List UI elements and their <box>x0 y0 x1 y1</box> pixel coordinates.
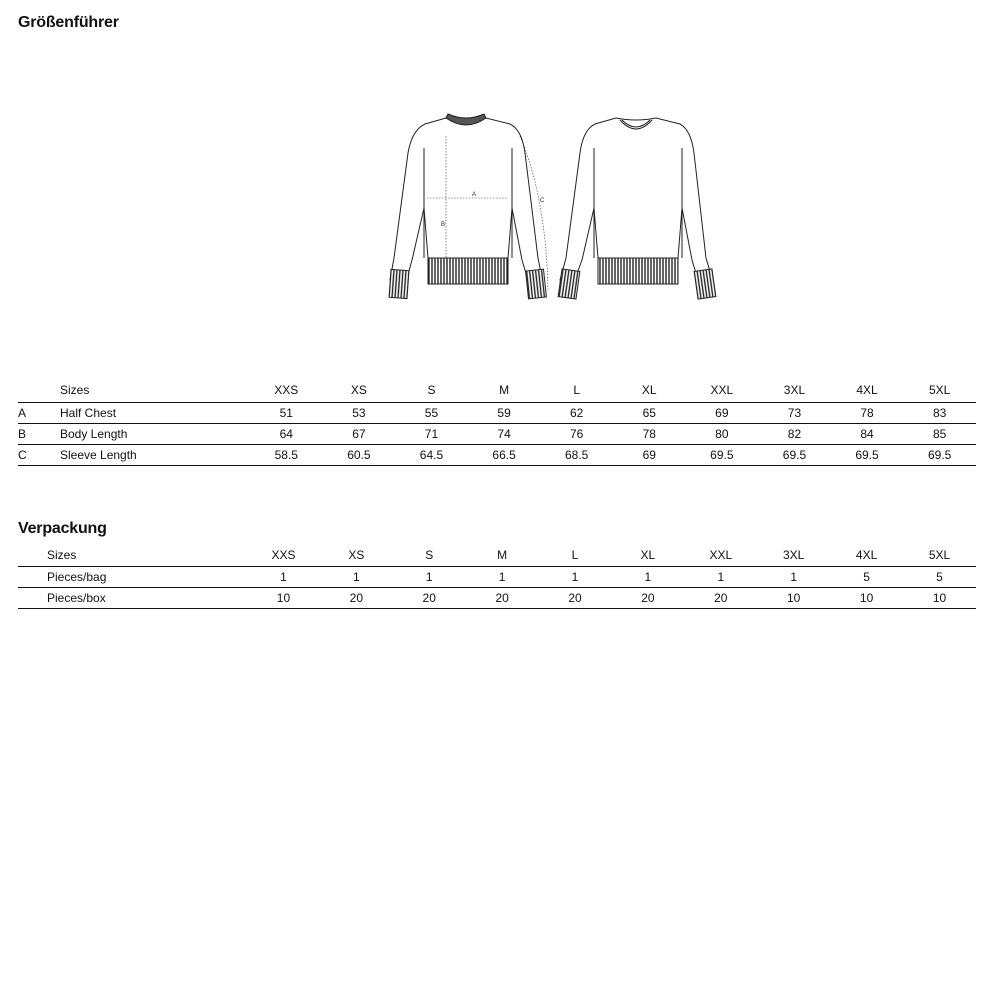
table-cell: 64.5 <box>395 445 468 466</box>
packaging-title: Verpackung <box>18 520 107 537</box>
table-cell: 20 <box>684 588 757 609</box>
table-cell: 66.5 <box>468 445 541 466</box>
row-code: C <box>18 445 60 466</box>
table-cell: 20 <box>466 588 539 609</box>
size-chart-table <box>18 378 976 466</box>
table-row <box>18 588 976 609</box>
table-cell: 62 <box>540 403 613 424</box>
row-label: Sleeve Length <box>60 445 250 466</box>
table-cell: 10 <box>903 588 976 609</box>
table-cell: 59 <box>468 403 541 424</box>
size-col-header: XXS <box>271 548 296 562</box>
table-cell: 69.5 <box>903 445 976 466</box>
table-cell: 1 <box>320 567 393 588</box>
table-cell: 20 <box>393 588 466 609</box>
table-cell: 84 <box>831 424 904 445</box>
size-col-header: M <box>499 383 510 397</box>
size-col-header: XL <box>640 548 656 562</box>
size-guide-title: Größenführer <box>18 14 119 31</box>
table-cell: 5 <box>903 567 976 588</box>
table-cell: 71 <box>395 424 468 445</box>
table-cell: 1 <box>247 567 320 588</box>
back-view <box>558 118 716 299</box>
size-col-header: XS <box>348 548 365 562</box>
row-label: Pieces/box <box>47 588 247 609</box>
table-cell: 1 <box>393 567 466 588</box>
label-b: B <box>441 222 446 228</box>
table-row <box>18 445 976 466</box>
table-cell: 68.5 <box>540 445 613 466</box>
table-cell: 65 <box>613 403 686 424</box>
table-cell: 1 <box>757 567 830 588</box>
table-cell: 10 <box>830 588 903 609</box>
size-col-header: 4XL <box>856 383 878 397</box>
packaging-table <box>18 544 976 609</box>
table-cell: 69.5 <box>686 445 759 466</box>
row-code: B <box>18 424 60 445</box>
table-cell: 1 <box>466 567 539 588</box>
front-view <box>389 114 546 299</box>
table-cell: 60.5 <box>323 445 396 466</box>
table-cell: 82 <box>758 424 831 445</box>
sizes-header-label: Sizes <box>60 383 90 397</box>
size-col-header: M <box>497 548 508 562</box>
table-cell: 10 <box>757 588 830 609</box>
size-col-header: S <box>427 383 436 397</box>
table-cell: 69.5 <box>758 445 831 466</box>
table-cell: 55 <box>395 403 468 424</box>
size-header-row <box>18 378 976 403</box>
sweatshirt-illustration <box>380 108 720 308</box>
size-col-header: L <box>571 548 579 562</box>
table-cell: 20 <box>611 588 684 609</box>
table-cell: 73 <box>758 403 831 424</box>
size-col-header: 3XL <box>783 383 806 397</box>
table-cell: 67 <box>323 424 396 445</box>
table-cell: 1 <box>684 567 757 588</box>
size-col-header: 5XL <box>928 383 951 397</box>
table-cell: 78 <box>613 424 686 445</box>
size-col-header: 4XL <box>855 548 878 562</box>
size-col-header: 3XL <box>783 548 805 562</box>
table-cell: 20 <box>320 588 393 609</box>
row-label: Body Length <box>60 424 250 445</box>
table-cell: 69.5 <box>831 445 904 466</box>
size-col-header: XXS <box>274 383 299 397</box>
table-row <box>18 567 976 588</box>
table-cell: 51 <box>250 403 323 424</box>
size-col-header: 5XL <box>928 548 951 562</box>
size-col-header: L <box>573 383 581 397</box>
table-cell: 69 <box>686 403 759 424</box>
table-cell: 69 <box>613 445 686 466</box>
table-cell: 10 <box>247 588 320 609</box>
table-cell: 85 <box>903 424 976 445</box>
table-cell: 74 <box>468 424 541 445</box>
row-label: Pieces/bag <box>47 567 247 588</box>
table-cell: 53 <box>323 403 396 424</box>
table-cell: 80 <box>686 424 759 445</box>
row-label: Half Chest <box>60 403 250 424</box>
table-cell: 76 <box>540 424 613 445</box>
table-cell: 1 <box>611 567 684 588</box>
table-cell: 20 <box>539 588 612 609</box>
size-col-header: XXL <box>709 548 733 562</box>
table-cell: 64 <box>250 424 323 445</box>
size-col-header: S <box>425 548 434 562</box>
size-col-header: XL <box>641 383 657 397</box>
sizes-header-label: Sizes <box>47 548 77 562</box>
table-row <box>18 403 976 424</box>
label-c: C <box>540 198 545 204</box>
size-col-header: XXL <box>710 383 734 397</box>
table-row <box>18 424 976 445</box>
row-code: A <box>18 403 60 424</box>
label-a: A <box>472 192 477 198</box>
table-cell: 78 <box>831 403 904 424</box>
table-cell: 1 <box>539 567 612 588</box>
table-cell: 58.5 <box>250 445 323 466</box>
table-cell: 5 <box>830 567 903 588</box>
packaging-header-row <box>18 544 976 567</box>
size-col-header: XS <box>350 383 367 397</box>
table-cell: 83 <box>903 403 976 424</box>
